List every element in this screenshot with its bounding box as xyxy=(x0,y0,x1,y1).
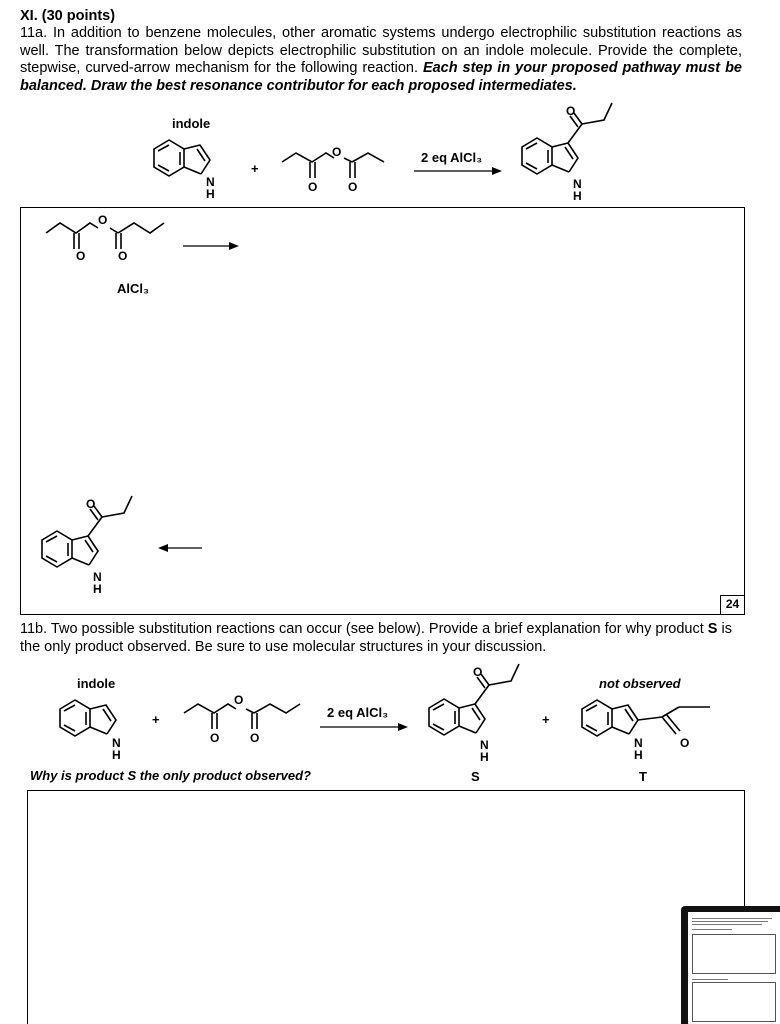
plus-sign-1: + xyxy=(251,161,259,176)
box-product-o: O xyxy=(86,497,96,511)
box-product-h: H xyxy=(93,582,102,596)
reaction-arrow-1 xyxy=(414,166,504,176)
part-a-instructions xyxy=(20,25,742,95)
plus-sign-3: + xyxy=(542,712,550,727)
reaction-arrow-2 xyxy=(320,722,410,732)
not-observed-label: not observed xyxy=(599,676,681,691)
product-s-h: H xyxy=(480,750,489,764)
product-t-n: N xyxy=(634,736,643,750)
part-b-tail: is the only product observed. Be sure to use molecular structures in your discussion. xyxy=(20,621,732,655)
box-backward-arrow xyxy=(158,543,208,553)
explanation-answer-box[interactable] xyxy=(27,790,745,1024)
part-b-lead: 11b. Two possible substitution reactions can occur (see below). Provide a brief explanation for why product xyxy=(20,621,708,637)
page-thumbnail-preview xyxy=(688,912,780,1024)
page-thumbnail[interactable] xyxy=(681,906,780,1024)
question-title: XI. (30 points) xyxy=(20,8,116,24)
box-anhydride-o-a: O xyxy=(76,249,86,263)
box-forward-arrow xyxy=(183,241,243,251)
reagent-label-2: 2 eq AlCl₃ xyxy=(327,705,389,720)
anhydride-o-carbonyl-b-1: O xyxy=(348,180,358,194)
product-s-n: N xyxy=(480,738,489,752)
indole-label-2: indole xyxy=(77,676,116,691)
box-reagent-label: AlCl₃ xyxy=(117,281,150,296)
score-box: 24 xyxy=(720,595,745,615)
product-o-1: O xyxy=(566,104,576,118)
anhydride-o-bridge-2: O xyxy=(234,693,244,707)
box-product-n: N xyxy=(93,570,102,584)
product-s-o: O xyxy=(473,665,483,679)
product-h-1: H xyxy=(573,189,582,203)
anhydride-o-bridge-1: O xyxy=(332,145,342,159)
anhydride-o-b-2: O xyxy=(250,731,260,745)
anhydride-in-box xyxy=(44,211,174,257)
product-n-1: N xyxy=(573,177,582,191)
box-anhydride-o-b: O xyxy=(118,249,128,263)
product-t-o: O xyxy=(680,736,690,750)
indole-label-1: indole xyxy=(172,116,211,131)
indole-n-1: N xyxy=(206,175,215,189)
why-prompt: Why is product S the only product observed? xyxy=(30,768,311,783)
indole-structure-1 xyxy=(150,136,230,206)
anhydride-o-carbonyl-a-1: O xyxy=(308,180,318,194)
product-s-label: S xyxy=(471,769,480,784)
product-t-h: H xyxy=(634,748,643,762)
plus-sign-2: + xyxy=(152,712,160,727)
product-t-structure xyxy=(578,696,718,756)
box-anhydride-o-bridge: O xyxy=(98,213,108,227)
part-a-emphasis: Each step in your proposed pathway must be balanced. Draw the best resonance contributor for each proposed intermediates. xyxy=(20,60,742,94)
anhydride-o-a-2: O xyxy=(210,731,220,745)
reagent-label-1: 2 eq AlCl₃ xyxy=(421,150,483,165)
indole-n-2: N xyxy=(112,736,121,750)
part-a-lead: 11a. In addition to benzene molecules, other aromatic systems undergo electrophilic substitution reactions as well. The transformation below depicts electrophilic substitution on an indole molecule. Provide the complete, stepwise, curved-arrow mechanism for the following reaction. xyxy=(20,25,742,76)
indole-h-1: H xyxy=(206,187,215,201)
indole-structure-2 xyxy=(56,696,136,766)
part-b-s: S xyxy=(707,621,718,637)
indole-h-2: H xyxy=(112,748,121,762)
part-b-instructions xyxy=(20,621,750,656)
product-t-label: T xyxy=(639,769,647,784)
